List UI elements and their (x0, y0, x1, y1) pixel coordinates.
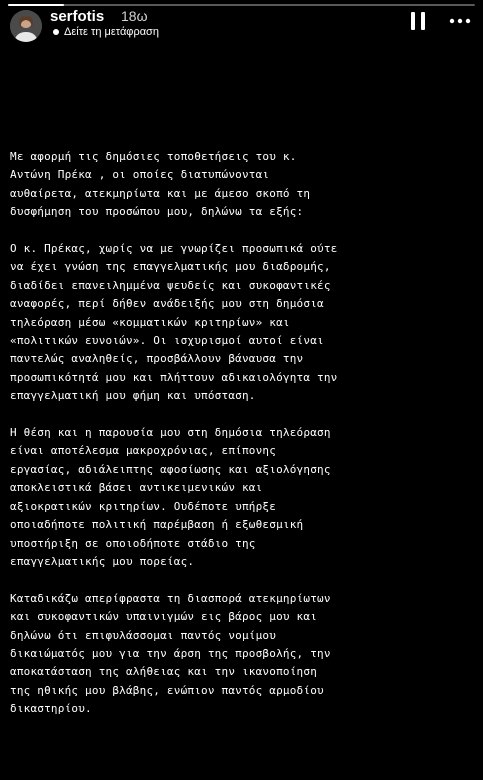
more-icon[interactable] (448, 12, 472, 30)
story-progress-bar (8, 4, 475, 6)
statement-paragraph: Η θέση και η παρουσία μου στη δημόσια τηλεόραση είναι αποτέλεσμα μακροχρόνιας, επίπονης εργασίας, αδιάλειπτης αφοσίωσης και αξιολόγησης αποκλειστικά βάσει αντικειμενικών και αξιοκρατικών κριτηρίων. Ουδέποτε υπήρξε οποιαδήποτε πολιτική παρέμβαση ή εξωθεσμική υποστήριξη σε οποιοδήποτε στάδιο της επαγγελματικής μου πορείας. (10, 426, 331, 568)
avatar[interactable] (10, 10, 42, 42)
story-progress-fill (8, 4, 64, 6)
pause-icon[interactable] (408, 10, 428, 32)
username[interactable]: serfotis (50, 8, 105, 25)
statement-text (10, 148, 476, 737)
see-translation-link[interactable] (52, 25, 159, 39)
see-translation-label: Δείτε τη μετάφραση (64, 26, 159, 38)
avatar-icon (10, 10, 42, 42)
statement-paragraph: Καταδικάζω απερίφραστα τη διασπορά ατεκμηρίωτων και συκοφαντικών υπαινιγμών εις βάρος μου και δηλώνω ότι επιφυλάσσομαι παντός νομίμου δικαιώματός μου για την άρση της προσβολής, την αποκατάσταση της αλήθειας και την ικανοποίηση της ηθικής μου βλάβης, ενώπιον παντός αρμοδίου δικαστηρίου. (10, 591, 331, 716)
story-timestamp: 18ω (121, 8, 148, 24)
statement-paragraph: Ο κ. Πρέκας, χωρίς να με γνωρίζει προσωπικά ούτε να έχει γνώση της επαγγελματικής μου διαδρομής, διαδίδει επανειλημμένα ψευδείς και συκοφαντικές αναφορές, περί δήθεν ανάδειξής μου στη δημόσια τηλεόραση μέσω «κομματικών κριτηρίων» και «πολιτικών ευνοιών». Οι ισχυρισμοί αυτοί είναι παντελώς αναληθείς, προσβάλλουν βάναυσα την προσωπικότητά μου και πλήττουν αδικαιολόγητα την επαγγελματική μου φήμη και υπόσταση. (10, 242, 338, 403)
statement-paragraph: Με αφορμή τις δημόσιες τοποθετήσεις του κ. Αντώνη Πρέκα , οι οποίες διατυπώνονται αυθαίρετα, ατεκμηρίωτα και με άμεσο σκοπό τη δυσφήμηση του προσώπου μου, δηλώνω τα εξής: (10, 150, 311, 219)
translate-dot-icon (52, 28, 60, 36)
